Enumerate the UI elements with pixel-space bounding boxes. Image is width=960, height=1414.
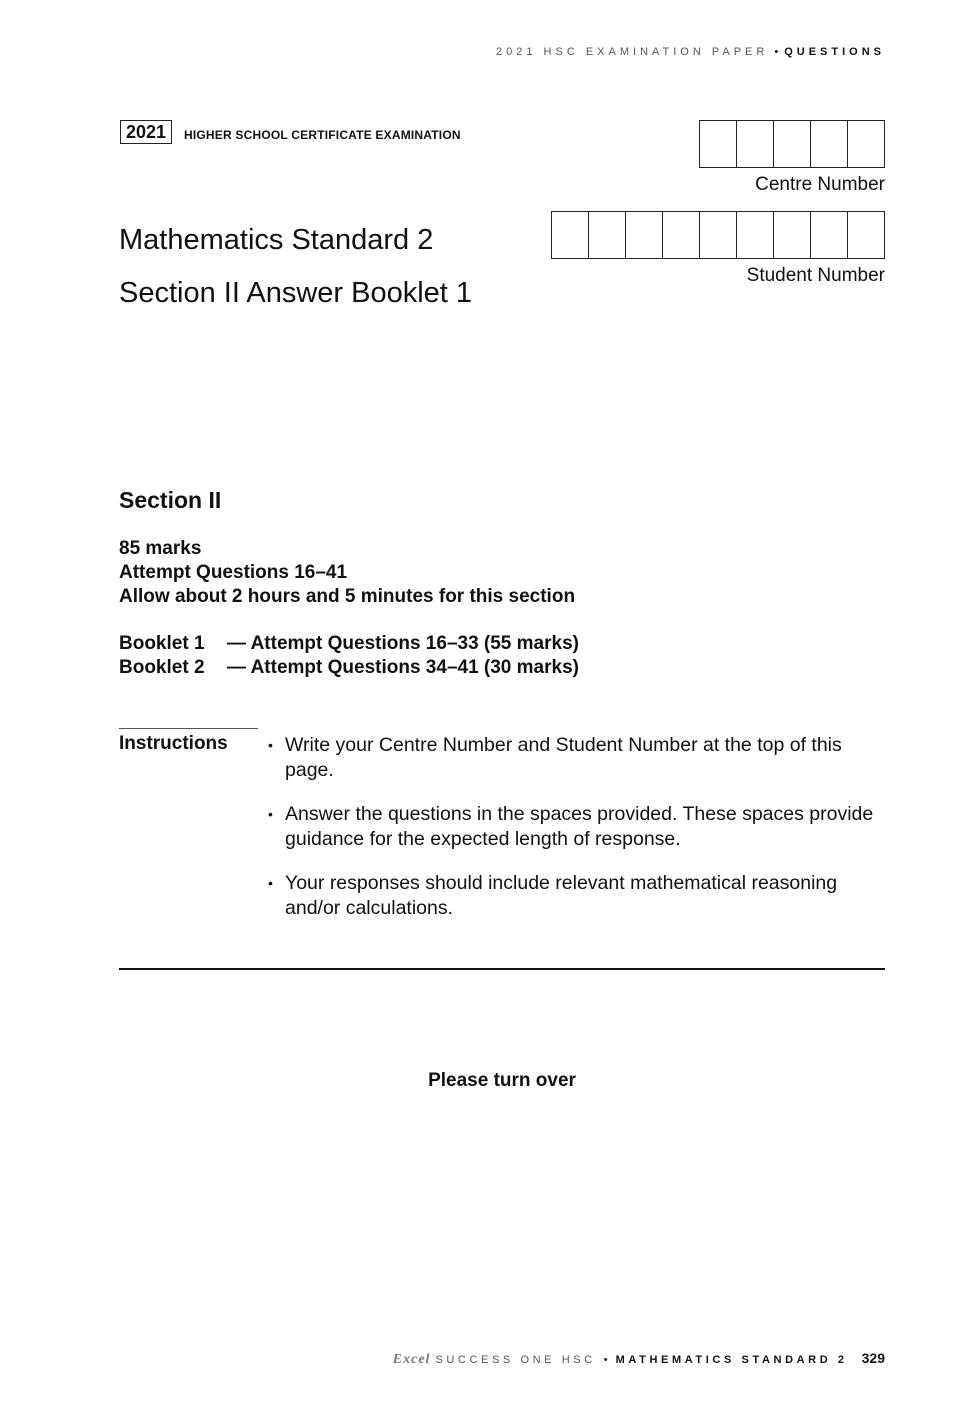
turn-over-note: Please turn over <box>428 1070 576 1091</box>
student-number-digit-box[interactable] <box>626 212 663 258</box>
section-marks: 85 marks <box>119 538 202 559</box>
running-header <box>496 46 885 58</box>
booklet-detail: — Attempt Questions 34–41 (30 marks) <box>227 657 579 678</box>
student-number-digit-box[interactable] <box>737 212 774 258</box>
centre-number-digit-box[interactable] <box>700 121 737 167</box>
student-number-digit-box[interactable] <box>589 212 626 258</box>
student-number-digit-box[interactable] <box>552 212 589 258</box>
booklet-row <box>119 656 579 680</box>
section-time: Allow about 2 hours and 5 minutes for this section <box>119 586 576 607</box>
section-attempt: Attempt Questions 16–41 <box>119 562 348 583</box>
running-header-left: 2021 HSC EXAMINATION PAPER <box>496 46 769 58</box>
footer-separator: • <box>603 1354 608 1366</box>
exam-name: HIGHER SCHOOL CERTIFICATE EXAMINATION <box>184 128 461 142</box>
page-footer <box>393 1350 885 1368</box>
booklet-title-subject: Mathematics Standard 2 <box>119 224 434 256</box>
instruction-item <box>268 871 888 921</box>
instruction-item <box>268 733 888 783</box>
centre-number-digit-box[interactable] <box>811 121 848 167</box>
instructions-divider <box>119 728 258 729</box>
student-number-boxes <box>551 211 885 259</box>
page-number: 329 <box>861 1350 885 1366</box>
booklet-detail: — Attempt Questions 16–33 (55 marks) <box>227 633 579 654</box>
bullet-icon: • <box>268 875 273 891</box>
section-divider <box>119 968 885 970</box>
instruction-text: Answer the questions in the spaces provided. These spaces provide guidance for the expected length of response. <box>285 803 874 850</box>
footer-subject: MATHEMATICS STANDARD 2 <box>615 1354 848 1366</box>
section-details <box>119 537 575 609</box>
student-number-label: Student Number <box>746 265 885 286</box>
exam-year: 2021 <box>120 120 172 144</box>
centre-number-label: Centre Number <box>755 174 885 195</box>
bullet-icon: • <box>268 737 273 753</box>
instructions-list <box>268 733 888 940</box>
bullet-icon: • <box>268 806 273 822</box>
centre-number-boxes <box>699 120 885 168</box>
booklet-name: Booklet 1 <box>119 633 205 654</box>
booklet-row <box>119 632 579 656</box>
instruction-text: Your responses should include relevant mathematical reasoning and/or calculations. <box>285 872 838 919</box>
booklet-title-section: Section II Answer Booklet 1 <box>119 277 473 309</box>
student-number-digit-box[interactable] <box>811 212 848 258</box>
running-header-right: QUESTIONS <box>784 46 885 58</box>
instruction-item <box>268 802 888 852</box>
centre-number-digit-box[interactable] <box>737 121 774 167</box>
student-number-digit-box[interactable] <box>774 212 811 258</box>
booklet-list <box>119 632 579 680</box>
footer-brand: Excel <box>392 1352 431 1367</box>
running-header-separator: • <box>774 46 779 58</box>
centre-number-digit-box[interactable] <box>774 121 811 167</box>
student-number-digit-box[interactable] <box>848 212 884 258</box>
instruction-text: Write your Centre Number and Student Number at the top of this page. <box>285 734 842 781</box>
student-number-digit-box[interactable] <box>700 212 737 258</box>
booklet-name: Booklet 2 <box>119 657 205 678</box>
footer-series: SUCCESS ONE HSC <box>435 1354 596 1366</box>
section-heading: Section II <box>119 487 222 513</box>
centre-number-digit-box[interactable] <box>848 121 884 167</box>
instructions-label: Instructions <box>119 733 228 754</box>
student-number-digit-box[interactable] <box>663 212 700 258</box>
